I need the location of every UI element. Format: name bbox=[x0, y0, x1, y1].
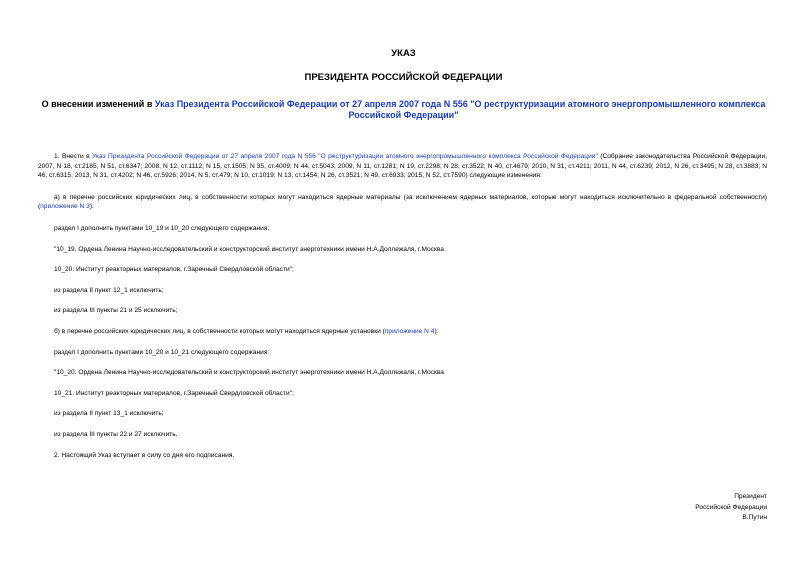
paragraph-section1-add-b: раздел I дополнить пунктами 10_20 и 10_21 следующего содержания: bbox=[54, 348, 270, 356]
signature-block bbox=[695, 492, 767, 524]
paragraph-a-suffix: ): bbox=[89, 203, 94, 211]
paragraph-2: 2. Настоящий Указ вступает в силу со дня его подписания. bbox=[54, 451, 235, 459]
paragraph-item-10-20-b: "10_20. Ордена Ленина Научно-исследовательский и конструкторский институт энерготехники имени Н.А.Доллежаля, г.Москва bbox=[54, 369, 444, 377]
paragraph-1-decree-link[interactable]: Указ Президента Российской Федерации от 27 апреля 2007 года N 556 "О реструктуризации атомного энергопромышленного комплекса Российской Федерации" bbox=[92, 153, 598, 160]
signature-name: В.Путин bbox=[742, 514, 767, 521]
document-body bbox=[38, 152, 767, 460]
paragraph-section3-remove-b: из раздела III пункты 22 и 27 исключить. bbox=[54, 430, 178, 438]
paragraph-b bbox=[38, 327, 767, 337]
decree-heading: УКАЗ bbox=[391, 48, 416, 59]
paragraph-item-10-19: "10_19. Ордена Ленина Научно-исследовательский и конструкторский институт энерготехники имени Н.А.Доллежаля, г.Москва bbox=[54, 245, 444, 253]
title-decree-link[interactable]: Указ Президента Российской Федерации от 27 апреля 2007 года N 556 "О реструктуризации атомного энергопромышленного комплекса Российской Федерации" bbox=[154, 99, 766, 120]
paragraph-1-prefix: 1. Внести в bbox=[54, 153, 93, 160]
document-title bbox=[40, 99, 767, 121]
paragraph-section3-remove: из раздела III пункты 21 и 25 исключить; bbox=[54, 307, 178, 315]
paragraph-b-suffix: ): bbox=[434, 327, 439, 335]
paragraph-item-10-21: 10_21. Институт реакторных материалов, г.Заречный Свердловской области"; bbox=[54, 389, 294, 397]
paragraph-a bbox=[38, 193, 767, 212]
issuer-heading: ПРЕЗИДЕНТА РОССИЙСКОЙ ФЕДЕРАЦИИ bbox=[304, 72, 503, 83]
paragraph-section2-remove-b: из раздела II пункт 13_1 исключить; bbox=[54, 410, 164, 418]
paragraph-item-10-20: 10_20. Институт реакторных материалов, г.Заречный Свердловской области"; bbox=[54, 266, 294, 274]
signature-title: Президент bbox=[734, 493, 767, 500]
paragraph-section1-add: раздел I дополнить пунктами 10_19 и 10_20 следующего содержания: bbox=[54, 224, 270, 232]
paragraph-section2-remove: из раздела II пункт 12_1 исключить; bbox=[54, 286, 164, 294]
paragraph-1 bbox=[38, 152, 767, 181]
signature-org: Российской Федерации bbox=[695, 503, 767, 511]
paragraph-1-suffix: (Собрание законодательства Российской Федерации, 2007, N 18, ст.2185; N 51, ст.6347; 2008, N 12, ст.1112; N 15, ст.1505; N 35, ст.4009; N 44, ст.5043; 2009, N 11, ст.1281; N 19, ст.2298; N 28, ст.3522; N 40, ст.4679; 2010, N 31, ст.4211; 2011, N 44, ст.6239; 2012, N 26, ст.3495; N 28, ст.3883; N 46, ст.6315; 2013, N 31, ст.4202; N 46, ст.5926; 2014, N 5, ст.479; N 10, ст.1019; N 13, ст.1454; N 26, ст.3521; N 49, ст.6933; 2015, N 52, ст.7590) следующие изменения: bbox=[38, 153, 767, 180]
appendix-3-link[interactable]: приложение N 3 bbox=[40, 203, 90, 211]
title-prefix: О внесении изменений в bbox=[41, 99, 155, 109]
appendix-4-link[interactable]: приложение N 4 bbox=[384, 327, 435, 335]
paragraph-b-prefix: б) в перечне российских юридических лиц, в собственности которых могут находиться ядерные установки ( bbox=[54, 327, 385, 335]
paragraph-a-prefix: а) в перечне российских юридических лиц, в собственности которых могут находиться ядерные материалы (за исключением ядерных материалов, которые могут находиться исключительно в федеральной собственности) ( bbox=[38, 193, 767, 211]
